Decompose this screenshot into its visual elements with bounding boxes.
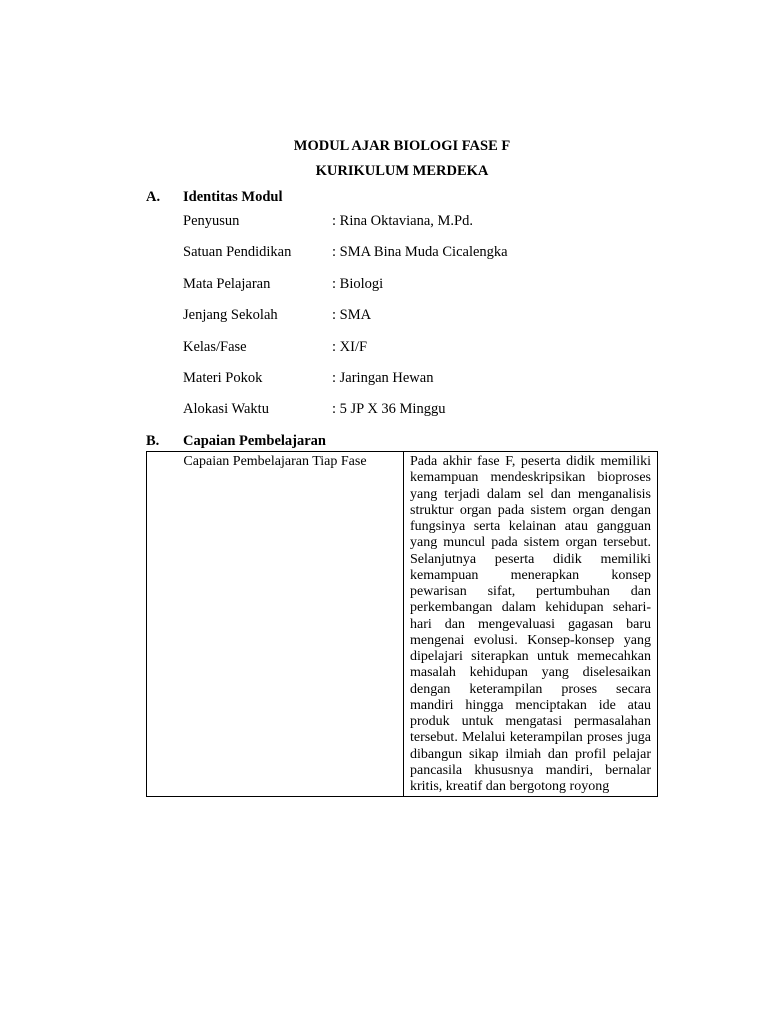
identity-row-mata-pelajaran — [183, 275, 383, 293]
section-b-heading — [146, 432, 326, 450]
section-a-title: Identitas Modul — [183, 189, 283, 205]
identity-value: : SMA — [332, 307, 372, 323]
identity-label: Penyusun — [183, 213, 240, 229]
identity-row-penyusun — [183, 212, 473, 230]
identity-label: Alokasi Waktu — [183, 401, 269, 417]
identity-row-materi-pokok — [183, 369, 433, 387]
identity-row-kelas-fase — [183, 338, 367, 356]
identity-value: : SMA Bina Muda Cicalengka — [332, 244, 508, 260]
document-subtitle: KURIKULUM MERDEKA — [315, 163, 489, 179]
identity-label: Mata Pelajaran — [183, 276, 271, 292]
identity-row-satuan-pendidikan — [183, 243, 508, 261]
document-title: MODUL AJAR BIOLOGI FASE F — [293, 138, 511, 154]
identity-value: : 5 JP X 36 Minggu — [332, 401, 446, 417]
capaian-label-cell: Capaian Pembelajaran Tiap Fase — [147, 452, 404, 797]
identity-label: Jenjang Sekolah — [183, 307, 278, 323]
identity-value: : Biologi — [332, 276, 384, 292]
identity-label: Kelas/Fase — [183, 339, 247, 355]
identity-row-alokasi-waktu — [183, 400, 445, 418]
capaian-table — [146, 451, 658, 797]
identity-row-jenjang-sekolah — [183, 306, 371, 324]
capaian-description-cell: Pada akhir fase F, peserta didik memiliki kemampuan mendeskripsikan bioproses yang terjadi dalam sel dan menganalisis struktur organ pada sistem organ dengan fungsinya serta kelainan atau gangguan yang muncul pada sistem organ tersebut. Selanjutnya peserta didik memiliki kemampuan menerapkan konsep pewarisan sifat, pertumbuhan dan perkembangan dalam kehidupan sehari-hari dan mengevaluasi gagasan baru mengenai evolusi. Konsep-konsep yang dipelajari siterapkan untuk memecahkan masalah kehidupan yang diselesaikan dengan keterampilan proses secara mandiri hingga menciptakan ide atau produk untuk mengatasi permasalahan tersebut. Melalui keterampilan proses juga dibangun sikap ilmiah dan profil pelajar pancasila khususnya mandiri, bernalar kritis, kreatif dan bergotong royong — [404, 452, 658, 797]
section-b-title: Capaian Pembelajaran — [183, 433, 326, 449]
section-a-letter: A. — [146, 189, 161, 205]
table-row — [147, 452, 658, 797]
identity-label: Materi Pokok — [183, 370, 263, 386]
identity-value: : Jaringan Hewan — [332, 370, 434, 386]
identity-label: Satuan Pendidikan — [183, 244, 292, 260]
section-b-letter: B. — [146, 433, 160, 449]
section-a-heading — [146, 188, 283, 206]
identity-value: : Rina Oktaviana, M.Pd. — [332, 213, 473, 229]
identity-value: : XI/F — [332, 339, 368, 355]
